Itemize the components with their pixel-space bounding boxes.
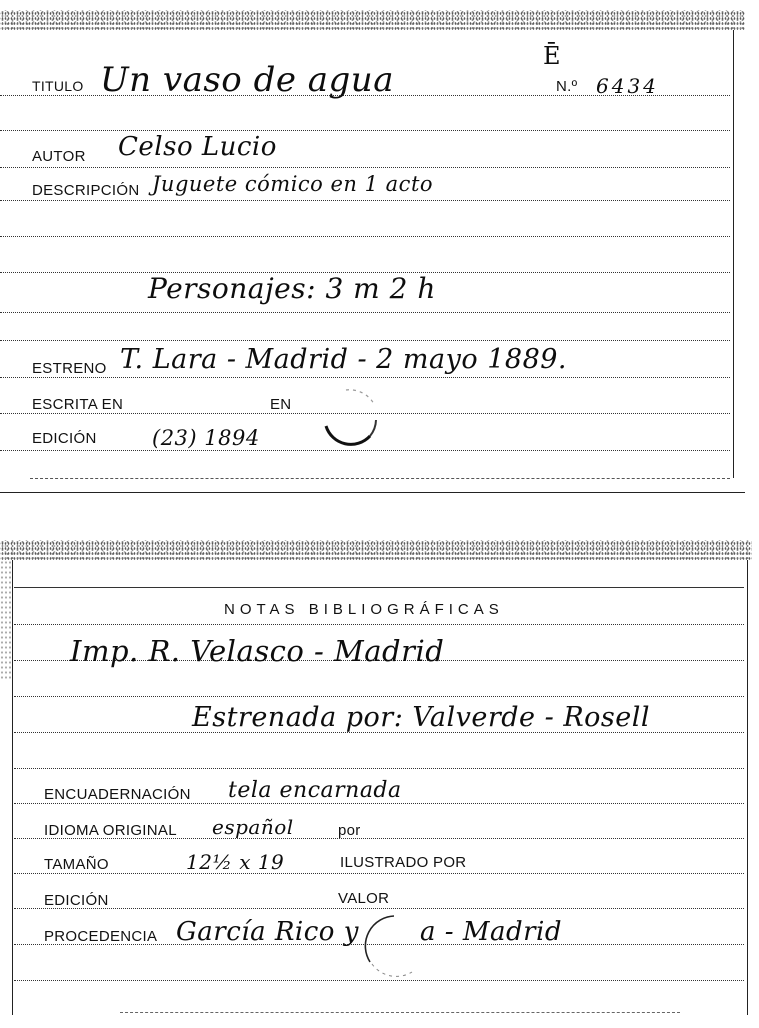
idioma-value: español bbox=[212, 815, 294, 839]
rule-line bbox=[14, 873, 744, 874]
faint-stamp-circle bbox=[316, 384, 386, 454]
nota-line-1: Imp. R. Velasco - Madrid bbox=[70, 634, 445, 668]
page-separator-line bbox=[0, 492, 745, 493]
descripcion-value: Juguete cómico en 1 acto bbox=[152, 172, 434, 196]
por-label: por bbox=[338, 822, 361, 839]
rule-line bbox=[0, 340, 730, 341]
rule-line bbox=[14, 803, 744, 804]
autor-label: AUTOR bbox=[32, 148, 86, 165]
tamano-label: TAMAÑO bbox=[44, 856, 109, 873]
estreno-value: T. Lara - Madrid - 2 mayo 1889. bbox=[120, 344, 568, 375]
rule-line bbox=[0, 236, 730, 237]
rule-line bbox=[14, 768, 744, 769]
notas-heading: NOTAS BIBLIOGRÁFICAS bbox=[224, 601, 504, 618]
rule-line bbox=[14, 587, 744, 588]
escrita-en-label: ESCRITA EN bbox=[32, 396, 124, 413]
procedencia-value-2: a - Madrid bbox=[420, 917, 562, 947]
faint-stamp-circle bbox=[360, 912, 430, 982]
titulo-value: Un vaso de agua bbox=[100, 60, 394, 100]
tamano-value: 12½ x 19 bbox=[186, 850, 285, 874]
valor-label: VALOR bbox=[338, 890, 390, 907]
edicion-value: (23) 1894 bbox=[152, 426, 260, 450]
corner-mark: Ē bbox=[543, 42, 562, 70]
numero-value: 6434 bbox=[596, 74, 659, 98]
rule-line bbox=[0, 130, 730, 131]
card-side-edge-texture bbox=[0, 560, 12, 680]
ilustrado-label: ILUSTRADO POR bbox=[340, 854, 467, 871]
rule-line bbox=[0, 167, 730, 168]
nota-line-2: Estrenada por: Valverde - Rosell bbox=[192, 702, 651, 733]
card-top-edge-texture bbox=[0, 540, 752, 560]
rule-line bbox=[0, 200, 730, 201]
idioma-label: IDIOMA ORIGINAL bbox=[44, 822, 177, 839]
descripcion-label: DESCRIPCIÓN bbox=[32, 182, 140, 199]
numero-label: N.º bbox=[556, 78, 578, 95]
edicion-label-2: EDICIÓN bbox=[44, 892, 109, 909]
rule-line bbox=[0, 312, 730, 313]
rule-line bbox=[14, 696, 744, 697]
edicion-label: EDICIÓN bbox=[32, 430, 97, 447]
autor-value: Celso Lucio bbox=[118, 132, 277, 162]
card-top-edge-texture bbox=[0, 10, 745, 30]
encuadernacion-value: tela encarnada bbox=[228, 778, 402, 803]
card-bottom-edge bbox=[120, 1012, 680, 1013]
en-label: EN bbox=[270, 396, 292, 413]
rule-line bbox=[14, 624, 744, 625]
personajes-note: Personajes: 3 m 2 h bbox=[148, 272, 436, 305]
procedencia-label: PROCEDENCIA bbox=[44, 928, 158, 945]
rule-line bbox=[0, 377, 730, 378]
estreno-label: ESTRENO bbox=[32, 360, 107, 377]
rule-line bbox=[14, 908, 744, 909]
card-bottom-edge bbox=[30, 478, 730, 479]
procedencia-value-1: García Rico y bbox=[176, 917, 359, 947]
encuadernacion-label: ENCUADERNACIÓN bbox=[44, 786, 191, 803]
titulo-label: TITULO bbox=[32, 78, 84, 94]
